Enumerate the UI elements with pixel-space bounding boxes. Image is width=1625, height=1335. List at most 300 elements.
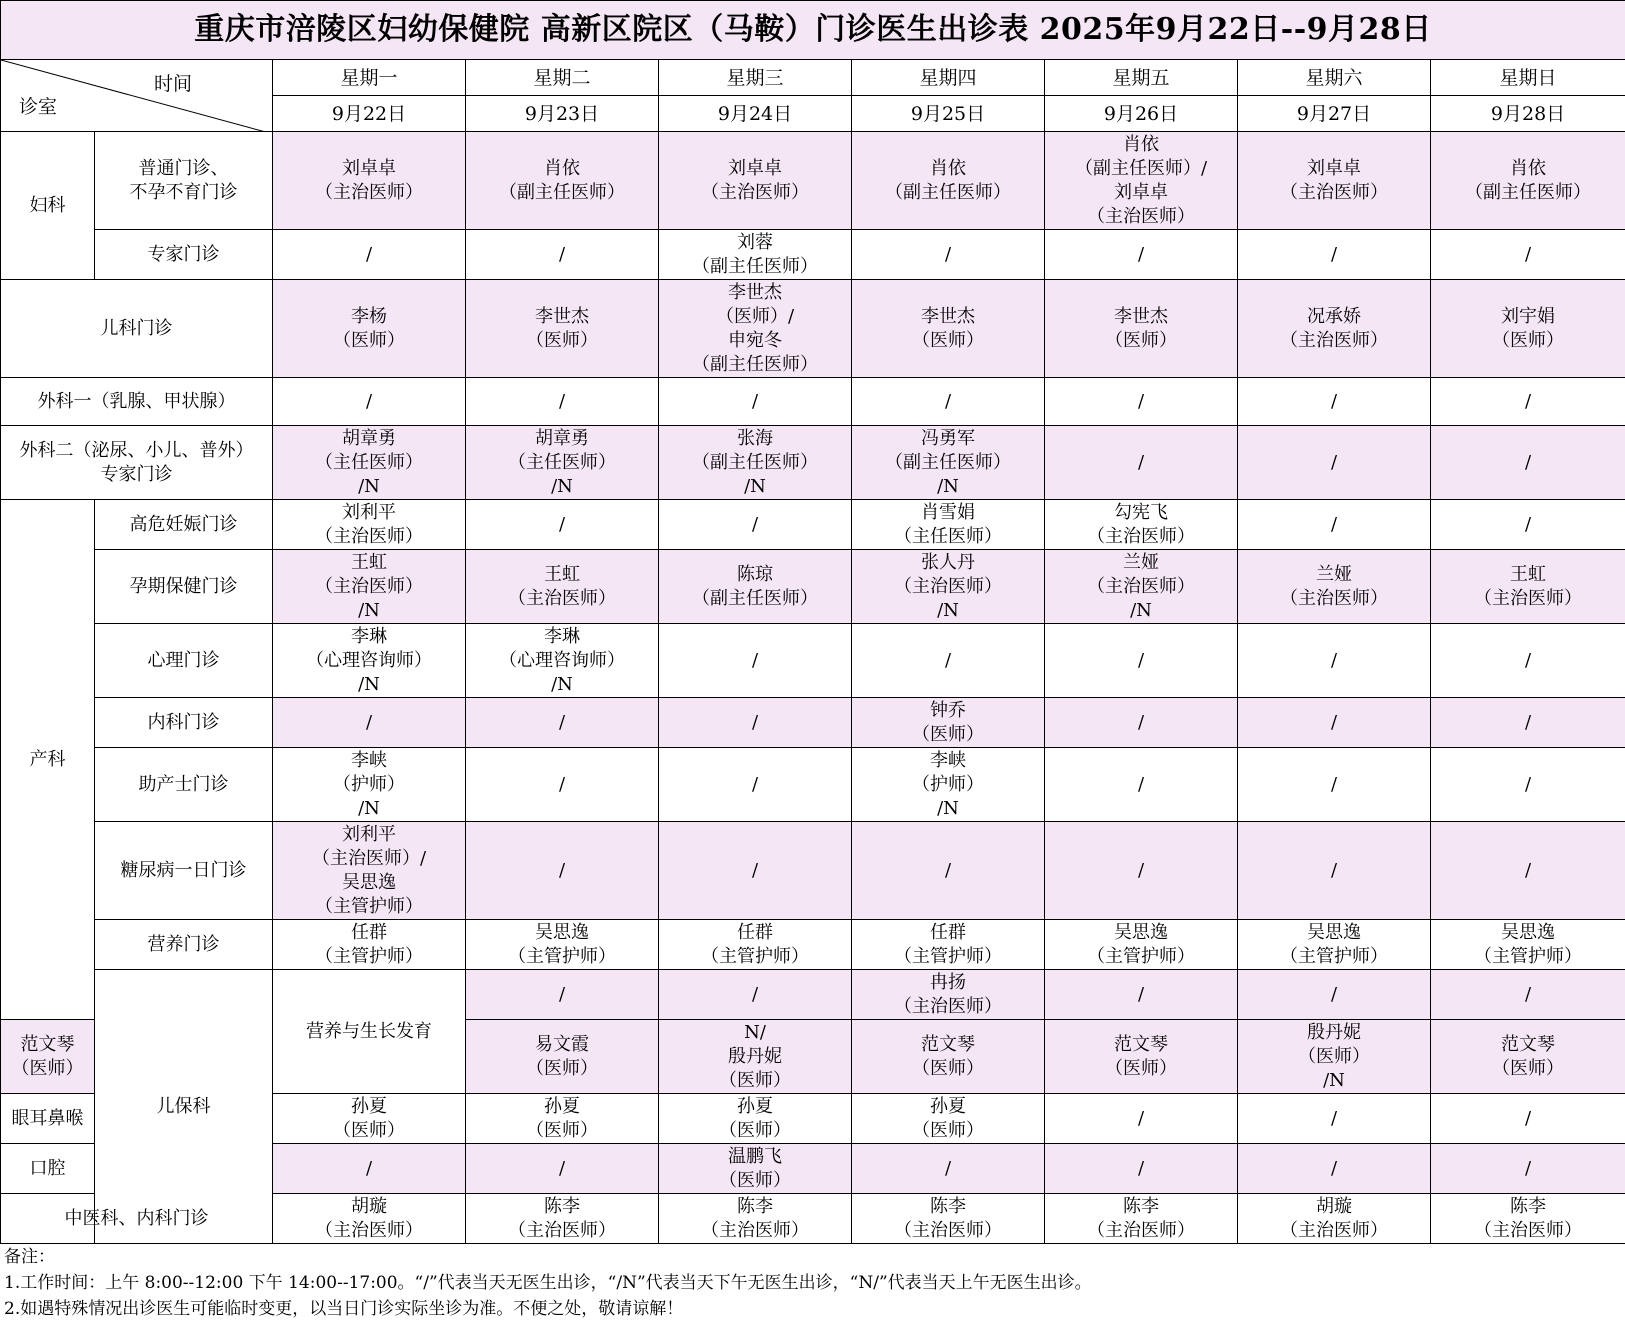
cell-line: / — [1524, 649, 1532, 671]
cell-line: （医师） — [1105, 1057, 1177, 1079]
cell-line: 申宛冬 — [728, 329, 782, 351]
cell-line: （副主任医师） — [692, 451, 818, 473]
schedule-cell — [273, 822, 466, 920]
cell-line: 李世杰 — [1114, 305, 1168, 327]
schedule-cell — [1, 1020, 95, 1094]
cell-line: （主管护师） — [701, 945, 809, 967]
cell-line: （医师） — [1298, 1045, 1370, 1067]
cell-line: 任群 — [351, 921, 387, 943]
schedule-cell — [1238, 970, 1431, 1020]
cell-line: （医师） — [526, 1119, 598, 1141]
cell-line: （医师） — [333, 1119, 405, 1141]
cell-line: 况承娇 — [1307, 305, 1361, 327]
cell-line: / — [558, 859, 566, 881]
cell-line: （医师） — [333, 329, 405, 351]
cell-line: 营养与生长发育 — [306, 1020, 432, 1042]
schedule-cell — [1238, 132, 1431, 230]
cell-line: / — [365, 390, 373, 412]
schedule-cell — [852, 230, 1045, 280]
cell-line: /N — [937, 599, 959, 621]
time-label: 时间 — [153, 73, 192, 95]
cell-line: （医师） — [1492, 1057, 1565, 1079]
cell-line: / — [558, 983, 566, 1005]
cell-line: / — [751, 859, 759, 881]
schedule-cell — [852, 822, 1045, 920]
schedule-cell — [273, 698, 466, 748]
cell-line: / — [1330, 859, 1338, 881]
cell-line: 专家门诊 — [100, 463, 173, 485]
cell-line: 任群 — [737, 921, 773, 943]
clinic-label — [95, 920, 273, 970]
cell-line: /N — [937, 797, 959, 819]
cell-line: /N — [358, 673, 380, 695]
cell-line: 刘蓉 — [737, 231, 773, 253]
cell-line: /N — [551, 673, 573, 695]
schedule-cell — [273, 1094, 466, 1144]
cell-line: 吴思逸 — [342, 871, 396, 893]
schedule-cell — [273, 1144, 466, 1194]
schedule-cell — [1431, 280, 1625, 378]
cell-line: / — [1330, 649, 1338, 671]
cell-line: （医师） — [526, 329, 598, 351]
cell-line: （主治医师） — [315, 575, 423, 597]
cell-line: 范文琴 — [1501, 1033, 1556, 1055]
cell-line: 李琳 — [544, 625, 580, 647]
date-header: 9月22日 — [273, 96, 466, 132]
schedule-cell — [852, 748, 1045, 822]
cell-line: （副主任医师） — [885, 451, 1011, 473]
cell-line: N/ — [744, 1021, 766, 1043]
schedule-cell — [1238, 1144, 1431, 1194]
schedule-cell — [659, 1194, 852, 1244]
cell-line: / — [1137, 711, 1145, 733]
clinic-label — [95, 550, 273, 624]
schedule-cell — [1238, 1020, 1431, 1094]
cell-line: （医师） — [1105, 329, 1177, 351]
cell-line: （医师）/ — [715, 305, 795, 327]
cell-line: 专家门诊 — [147, 243, 220, 265]
cell-line: 刘利平 — [342, 823, 396, 845]
cell-line: （心理咨询师） — [306, 649, 432, 671]
cell-line: （副主任医师） — [499, 181, 625, 203]
schedule-cell — [1045, 280, 1238, 378]
cell-line: / — [1330, 711, 1338, 733]
cell-line: /N — [358, 475, 380, 497]
weekday-header: 星期二 — [466, 60, 659, 96]
cell-line: 孙夏 — [737, 1095, 773, 1117]
cell-line: （主治医师） — [1280, 1219, 1388, 1241]
schedule-cell — [1045, 920, 1238, 970]
schedule-cell — [852, 698, 1045, 748]
cell-line: （主治医师） — [315, 1219, 423, 1241]
cell-line: 陈李 — [544, 1195, 580, 1217]
schedule-cell — [466, 748, 659, 822]
schedule-cell — [1045, 822, 1238, 920]
schedule-cell — [1045, 624, 1238, 698]
schedule-cell — [1431, 1094, 1625, 1144]
schedule-cell — [1045, 1094, 1238, 1144]
cell-line: （医师） — [912, 329, 984, 351]
schedule-cell — [273, 500, 466, 550]
cell-line: （医师） — [719, 1169, 791, 1191]
cell-line: （主治医师） — [1474, 587, 1583, 609]
notes-heading: 备注： — [4, 1247, 55, 1267]
schedule-cell — [1238, 378, 1431, 426]
schedule-cell — [659, 748, 852, 822]
cell-line: 陈琼 — [737, 563, 773, 585]
cell-line: 冉扬 — [930, 971, 966, 993]
cell-line: 易文霞 — [535, 1033, 589, 1055]
cell-line: / — [751, 649, 759, 671]
cell-line: / — [1137, 1107, 1145, 1129]
cell-line: / — [1524, 859, 1532, 881]
schedule-cell — [273, 920, 466, 970]
cell-line: 胡章勇 — [342, 427, 396, 449]
cell-line: / — [1330, 983, 1338, 1005]
schedule-cell — [1431, 698, 1625, 748]
cell-line: （主管护师） — [1087, 945, 1195, 967]
schedule-cell — [852, 1094, 1045, 1144]
cell-line: 刘利平 — [342, 501, 396, 523]
cell-line: / — [1330, 1107, 1338, 1129]
clinic-label — [95, 230, 273, 280]
cell-line: （医师） — [526, 1057, 598, 1079]
cell-line: / — [751, 711, 759, 733]
cell-line: （副主任医师） — [692, 353, 818, 375]
cell-line: （医师） — [719, 1069, 791, 1091]
cell-line: （主治医师）/ — [311, 847, 427, 869]
schedule-cell — [659, 970, 852, 1020]
schedule-cell — [852, 280, 1045, 378]
cell-line: （主治医师） — [315, 525, 423, 547]
schedule-cell — [852, 550, 1045, 624]
cell-line: （主治医师） — [1474, 1219, 1583, 1241]
table-row — [1, 230, 1625, 280]
cell-line: 刘卓卓 — [342, 157, 396, 179]
room-label: 诊室 — [19, 96, 58, 118]
table-row — [1, 748, 1625, 822]
dept-obstetrics: 产科 — [1, 500, 95, 1020]
date-header: 9月25日 — [852, 96, 1045, 132]
clinic-label — [95, 698, 273, 748]
cell-line: （医师） — [719, 1119, 791, 1141]
weekday-header: 星期四 — [852, 60, 1045, 96]
schedule-cell — [1045, 698, 1238, 748]
schedule-cell — [659, 280, 852, 378]
cell-line: （主管护师） — [315, 945, 423, 967]
schedule-cell — [1045, 378, 1238, 426]
cell-line: 孙夏 — [930, 1095, 966, 1117]
clinic-label — [95, 822, 273, 920]
schedule-cell — [1238, 1194, 1431, 1244]
cell-line: （医师） — [1492, 329, 1565, 351]
schedule-cell — [1431, 550, 1625, 624]
cell-line: （主治医师） — [1087, 575, 1195, 597]
cell-line: 刘宇娟 — [1501, 305, 1556, 327]
cell-line: 刘卓卓 — [1307, 157, 1361, 179]
schedule-cell — [466, 1094, 659, 1144]
cell-line: （主治医师） — [1280, 181, 1388, 203]
cell-line: 吴思逸 — [1307, 921, 1361, 943]
schedule-cell — [659, 378, 852, 426]
cell-line: （主任医师） — [508, 451, 616, 473]
table-row — [1, 920, 1625, 970]
schedule-cell — [1045, 1020, 1238, 1094]
cell-line: /N — [358, 599, 380, 621]
schedule-cell — [1431, 624, 1625, 698]
cell-line: 殷丹妮 — [1307, 1021, 1361, 1043]
cell-line: /N — [937, 475, 959, 497]
cell-line: （主任医师） — [315, 451, 423, 473]
cell-line: （主治医师） — [1087, 1219, 1195, 1241]
schedule-cell — [659, 920, 852, 970]
schedule-cell — [1431, 1020, 1625, 1094]
schedule-cell — [1238, 500, 1431, 550]
cell-line: 不孕不育门诊 — [129, 181, 238, 203]
schedule-cell — [466, 230, 659, 280]
schedule-cell — [852, 1144, 1045, 1194]
schedule-cell — [659, 698, 852, 748]
cell-line: 眼耳鼻喉 — [11, 1107, 84, 1129]
schedule-cell — [1238, 550, 1431, 624]
weekday-header: 星期日 — [1431, 60, 1625, 96]
clinic-label — [273, 970, 466, 1094]
cell-line: / — [751, 390, 759, 412]
cell-line: （主治医师） — [315, 181, 423, 203]
cell-line: 内科门诊 — [147, 711, 220, 733]
cell-line: / — [1524, 1107, 1532, 1129]
cell-line: （医师） — [11, 1057, 84, 1079]
schedule-cell — [659, 1020, 852, 1094]
schedule-cell — [273, 378, 466, 426]
cell-line: 肖依 — [1510, 157, 1547, 179]
cell-line: / — [1524, 451, 1532, 473]
schedule-cell — [273, 748, 466, 822]
schedule-cell — [273, 230, 466, 280]
schedule-cell — [1045, 748, 1238, 822]
cell-line: / — [558, 711, 566, 733]
cell-line: 李世杰 — [921, 305, 975, 327]
schedule-cell — [659, 230, 852, 280]
cell-line: （主治医师） — [894, 1219, 1002, 1241]
cell-line: （医师） — [912, 1057, 984, 1079]
cell-line: / — [1524, 513, 1532, 535]
dept-peds: 儿科门诊 — [1, 280, 273, 378]
cell-line: 肖依 — [544, 157, 580, 179]
cell-line: / — [365, 711, 373, 733]
cell-line: （主管护师） — [315, 895, 423, 917]
cell-line: / — [1330, 451, 1338, 473]
schedule-cell — [1045, 1194, 1238, 1244]
schedule-cell — [852, 970, 1045, 1020]
note-line: 2.如遇特殊情况出诊医生可能临时变更，以当日门诊实际坐诊为准。不便之处，敬请谅解！ — [4, 1299, 684, 1319]
date-header: 9月28日 — [1431, 96, 1625, 132]
page-title: 重庆市涪陵区妇幼保健院 高新区院区（马鞍）门诊医生出诊表 2025年9月22日--9月28日 — [1, 1, 1625, 60]
weekday-header: 星期一 — [273, 60, 466, 96]
cell-line: / — [944, 243, 952, 265]
cell-line: / — [751, 513, 759, 535]
cell-line: / — [365, 243, 373, 265]
schedule-cell — [466, 822, 659, 920]
schedule-cell — [1431, 822, 1625, 920]
cell-line: 吴思逸 — [535, 921, 589, 943]
clinic-label — [95, 748, 273, 822]
schedule-cell — [659, 822, 852, 920]
cell-line: 陈李 — [930, 1195, 966, 1217]
schedule-cell — [1431, 500, 1625, 550]
schedule-cell — [1238, 230, 1431, 280]
schedule-cell — [466, 280, 659, 378]
table-row — [1, 624, 1625, 698]
date-header: 9月27日 — [1238, 96, 1431, 132]
cell-line: 范文琴 — [1114, 1033, 1168, 1055]
clinic-label — [1, 1144, 95, 1194]
cell-line: 胡章勇 — [535, 427, 589, 449]
cell-line: 王虹 — [1510, 563, 1547, 585]
schedule-cell — [852, 624, 1045, 698]
schedule-cell — [1045, 230, 1238, 280]
schedule-cell — [852, 920, 1045, 970]
cell-line: （主任医师） — [894, 525, 1002, 547]
schedule-cell — [466, 426, 659, 500]
weekday-header: 星期三 — [659, 60, 852, 96]
cell-line: / — [1524, 773, 1532, 795]
schedule-cell — [852, 500, 1045, 550]
cell-line: / — [1137, 983, 1145, 1005]
table-row — [1, 500, 1625, 550]
note-line: 1.工作时间：上午 8:00--12:00 下午 14:00--17:00。“/”代表当天无医生出诊，“/N”代表当天下午无医生出诊，“N/”代表当天上午无医生出诊。 — [4, 1273, 1092, 1293]
date-header: 9月26日 — [1045, 96, 1238, 132]
cell-line: 外科二（泌尿、小儿、普外） — [19, 439, 254, 461]
schedule-cell — [1045, 426, 1238, 500]
cell-line: / — [1330, 513, 1338, 535]
header-corner — [1, 60, 273, 132]
schedule-cell — [1431, 230, 1625, 280]
weekday-header: 星期五 — [1045, 60, 1238, 96]
clinic-label — [95, 624, 273, 698]
cell-line: / — [1524, 983, 1532, 1005]
dept-tcm: 中医科、内科门诊 — [1, 1194, 273, 1244]
cell-line: （主治医师） — [1087, 525, 1195, 547]
clinic-label — [95, 132, 273, 230]
schedule-cell — [852, 1194, 1045, 1244]
clinic-label — [95, 500, 273, 550]
cell-line: 范文琴 — [20, 1033, 75, 1055]
schedule-cell — [273, 132, 466, 230]
cell-line: /N — [358, 797, 380, 819]
schedule-cell — [273, 426, 466, 500]
cell-line: / — [1524, 390, 1532, 412]
cell-line: 张海 — [737, 427, 773, 449]
date-header: 9月23日 — [466, 96, 659, 132]
schedule-cell — [466, 1020, 659, 1094]
cell-line: （主管护师） — [894, 945, 1002, 967]
cell-line: 兰娅 — [1123, 551, 1159, 573]
dept-surgery-1: 外科一（乳腺、甲状腺） — [1, 378, 273, 426]
schedule-cell — [659, 1144, 852, 1194]
schedule-cell — [466, 624, 659, 698]
schedule-cell — [466, 1194, 659, 1244]
cell-line: 李世杰 — [728, 281, 782, 303]
cell-line: / — [558, 513, 566, 535]
cell-line: / — [558, 773, 566, 795]
cell-line: / — [558, 243, 566, 265]
cell-line: 糖尿病一日门诊 — [120, 859, 247, 881]
cell-line: 温鹏飞 — [728, 1145, 782, 1167]
schedule-cell — [659, 500, 852, 550]
schedule-cell — [1238, 624, 1431, 698]
table-row — [1, 1194, 1625, 1244]
cell-line: （主管护师） — [1474, 945, 1583, 967]
cell-line: 孙夏 — [351, 1095, 387, 1117]
schedule-cell — [852, 132, 1045, 230]
schedule-cell — [273, 1194, 466, 1244]
cell-line: / — [944, 649, 952, 671]
cell-line: / — [1524, 711, 1532, 733]
schedule-cell — [1431, 132, 1625, 230]
cell-line: （主治医师） — [508, 587, 616, 609]
cell-line: / — [944, 1157, 952, 1179]
cell-line: （主治医师） — [894, 575, 1002, 597]
schedule-cell — [273, 550, 466, 624]
cell-line: / — [1330, 243, 1338, 265]
cell-line: 陈李 — [1510, 1195, 1547, 1217]
table-row — [1, 698, 1625, 748]
schedule-cell — [1238, 748, 1431, 822]
cell-line: （副主任医师） — [692, 587, 818, 609]
cell-line: 普通门诊、 — [138, 157, 229, 179]
cell-line: 胡璇 — [1316, 1195, 1352, 1217]
schedule-cell — [659, 550, 852, 624]
schedule-cell — [1045, 1144, 1238, 1194]
cell-line: 高危妊娠门诊 — [129, 513, 238, 535]
schedule-cell — [1431, 748, 1625, 822]
notes-section — [0, 1244, 1625, 1322]
cell-line: 孕期保健门诊 — [129, 575, 238, 597]
cell-line: （主治医师） — [701, 181, 809, 203]
schedule-cell — [466, 698, 659, 748]
cell-line: （主治医师） — [508, 1219, 616, 1241]
table-row — [1, 378, 1625, 426]
table-row — [1, 550, 1625, 624]
cell-line: / — [365, 1157, 373, 1179]
clinic-label — [1, 1094, 95, 1144]
schedule-cell — [1238, 280, 1431, 378]
table-row — [1, 280, 1625, 378]
schedule-cell — [852, 378, 1045, 426]
cell-line: /N — [1130, 599, 1152, 621]
schedule-cell — [466, 920, 659, 970]
cell-line: / — [751, 773, 759, 795]
cell-line: 心理门诊 — [147, 649, 220, 671]
cell-line: （主治医师） — [1280, 329, 1388, 351]
schedule-cell — [1431, 1194, 1625, 1244]
table-row — [1, 132, 1625, 230]
schedule-cell — [466, 970, 659, 1020]
cell-line: 李杨 — [351, 305, 387, 327]
cell-line: / — [1524, 243, 1532, 265]
date-header: 9月24日 — [659, 96, 852, 132]
cell-line: / — [1137, 1157, 1145, 1179]
cell-line: 肖依 — [930, 157, 966, 179]
schedule-cell — [466, 132, 659, 230]
cell-line: 胡璇 — [351, 1195, 387, 1217]
cell-line: 营养门诊 — [147, 933, 220, 955]
cell-line: 李世杰 — [535, 305, 589, 327]
cell-line: / — [944, 390, 952, 412]
table-row — [1, 426, 1625, 500]
cell-line: （医师） — [912, 723, 984, 745]
